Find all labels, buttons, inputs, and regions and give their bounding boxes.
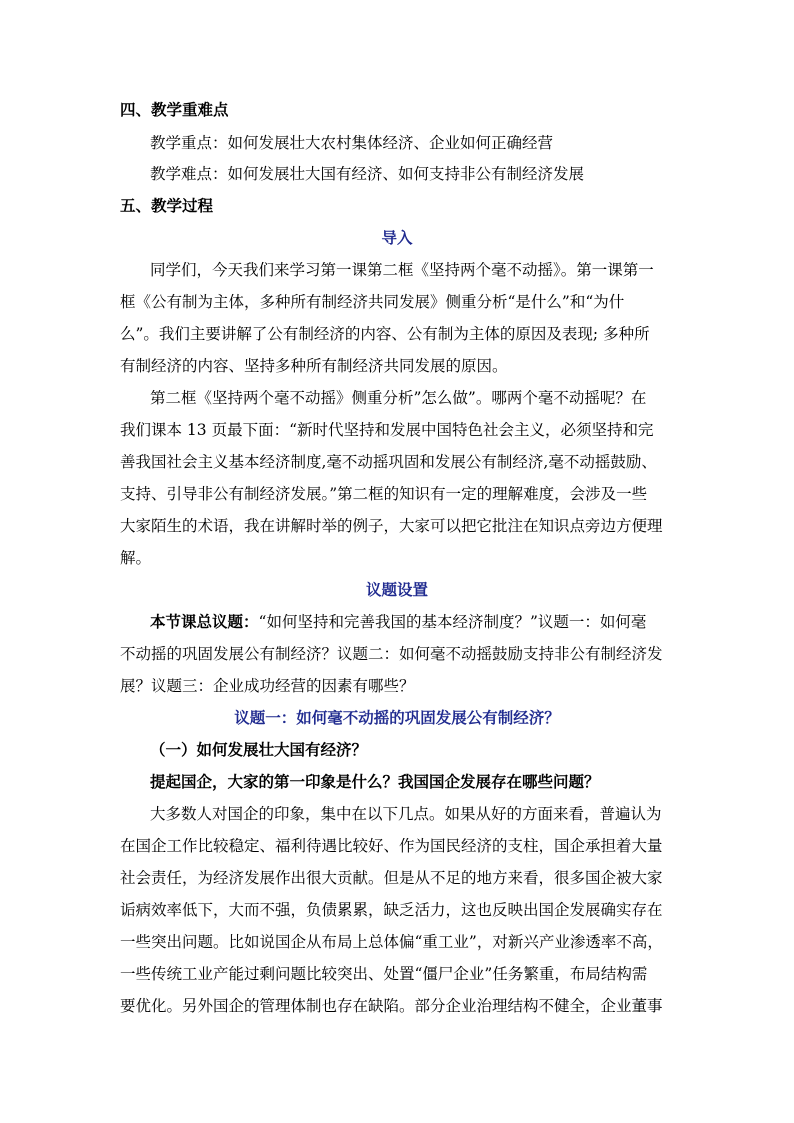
intro-para2-line: 我们课本 13 页最下面：“新时代坚持和发展中国特色社会主义，必须坚持和完 — [120, 421, 654, 439]
intro-para1-line: 同学们，今天我们来学习第一课第二框《坚持两个毫不动摇》。第一课第一 — [150, 261, 654, 279]
topic1-subheading: （一）如何发展壮大国有经济？ — [150, 740, 368, 759]
section-heading-5: 五、教学过程 — [120, 196, 214, 215]
topic-setting-title: 议题设置 — [365, 580, 428, 599]
intro-para2-line: 善我国社会主义基本经济制度,毫不动摇巩固和发展公有制经济,毫不动摇鼓励、 — [120, 453, 657, 471]
intro-title: 导入 — [381, 228, 413, 247]
topic1-para-line: 社会责任，为经济发展作出很大贡献。但是从不足的地方来看，很多国企被大家 — [120, 869, 663, 887]
intro-para2-line: 第二框《坚持两个毫不动摇》侧重分析”怎么做”。哪两个毫不动摇呢？在 — [150, 389, 647, 407]
topic1-para-line: 要优化。另外国企的管理体制也存在缺陷。部分企业治理结构不健全，企业董事 — [120, 997, 663, 1015]
topic-setting-line: 不动摇的巩固发展公有制经济？议题二：如何毫不动摇鼓励支持非公有制经济发 — [120, 645, 663, 663]
topic1-para-line: 诟病效率低下，大而不强，负债累累，缺乏活力，这也反映出国企发展确实存在 — [120, 901, 663, 919]
key-point-text: 教学重点：如何发展壮大农村集体经济、企业如何正确经营 — [150, 134, 554, 152]
topic-setting-line — [150, 611, 646, 633]
topic1-question: 提起国企，大家的第一印象是什么？我国国企发展存在哪些问题？ — [150, 772, 600, 791]
topic1-title: 议题一：如何毫不动摇的巩固发展公有制经济？ — [234, 708, 560, 727]
topic1-para-line: 一些传统工业产能过剩问题比较突出、处置“僵尸企业”任务繁重，布局结构需 — [120, 965, 648, 983]
intro-para2-line: 支持、引导非公有制经济发展。”第二框的知识有一定的理解难度，会涉及一些 — [120, 485, 648, 503]
intro-para2-line: 大家陌生的术语，我在讲解时举的例子，大家可以把它批注在知识点旁边方便理 — [120, 517, 663, 535]
topic1-para-line: 一些突出问题。比如说国企从布局上总体偏“重工业”，对新兴产业渗透率不高， — [120, 933, 663, 951]
section-heading-4: 四、教学重难点 — [120, 100, 229, 119]
intro-para1-line: 么”。我们主要讲解了公有制经济的内容、公有制为主体的原因及表现; 多种所 — [120, 325, 650, 343]
topic1-para-line: 在国企工作比较稳定、福利待遇比较好、作为国民经济的支柱，国企承担着大量 — [120, 837, 663, 855]
topic-setting-line1-text: “如何坚持和完善我国的基本经济制度？”议题一：如何毫 — [258, 613, 647, 631]
topic1-para-line: 大多数人对国企的印象，集中在以下几点。如果从好的方面来看，普遍认为 — [150, 805, 662, 823]
topic-setting-line: 展？议题三：企业成功经营的因素有哪些？ — [120, 677, 415, 695]
intro-para2-line: 解。 — [120, 549, 152, 567]
topic-setting-label: 本节课总议题： — [150, 612, 259, 631]
difficult-point-text: 教学难点：如何发展壮大国有经济、如何支持非公有制经济发展 — [150, 165, 585, 183]
intro-para1-line: 有制经济的内容、坚持多种所有制经济共同发展的原因。 — [120, 357, 508, 375]
intro-para1-line: 框《公有制为主体，多种所有制经济共同发展》侧重分析“是什么”和“为什 — [120, 293, 625, 311]
